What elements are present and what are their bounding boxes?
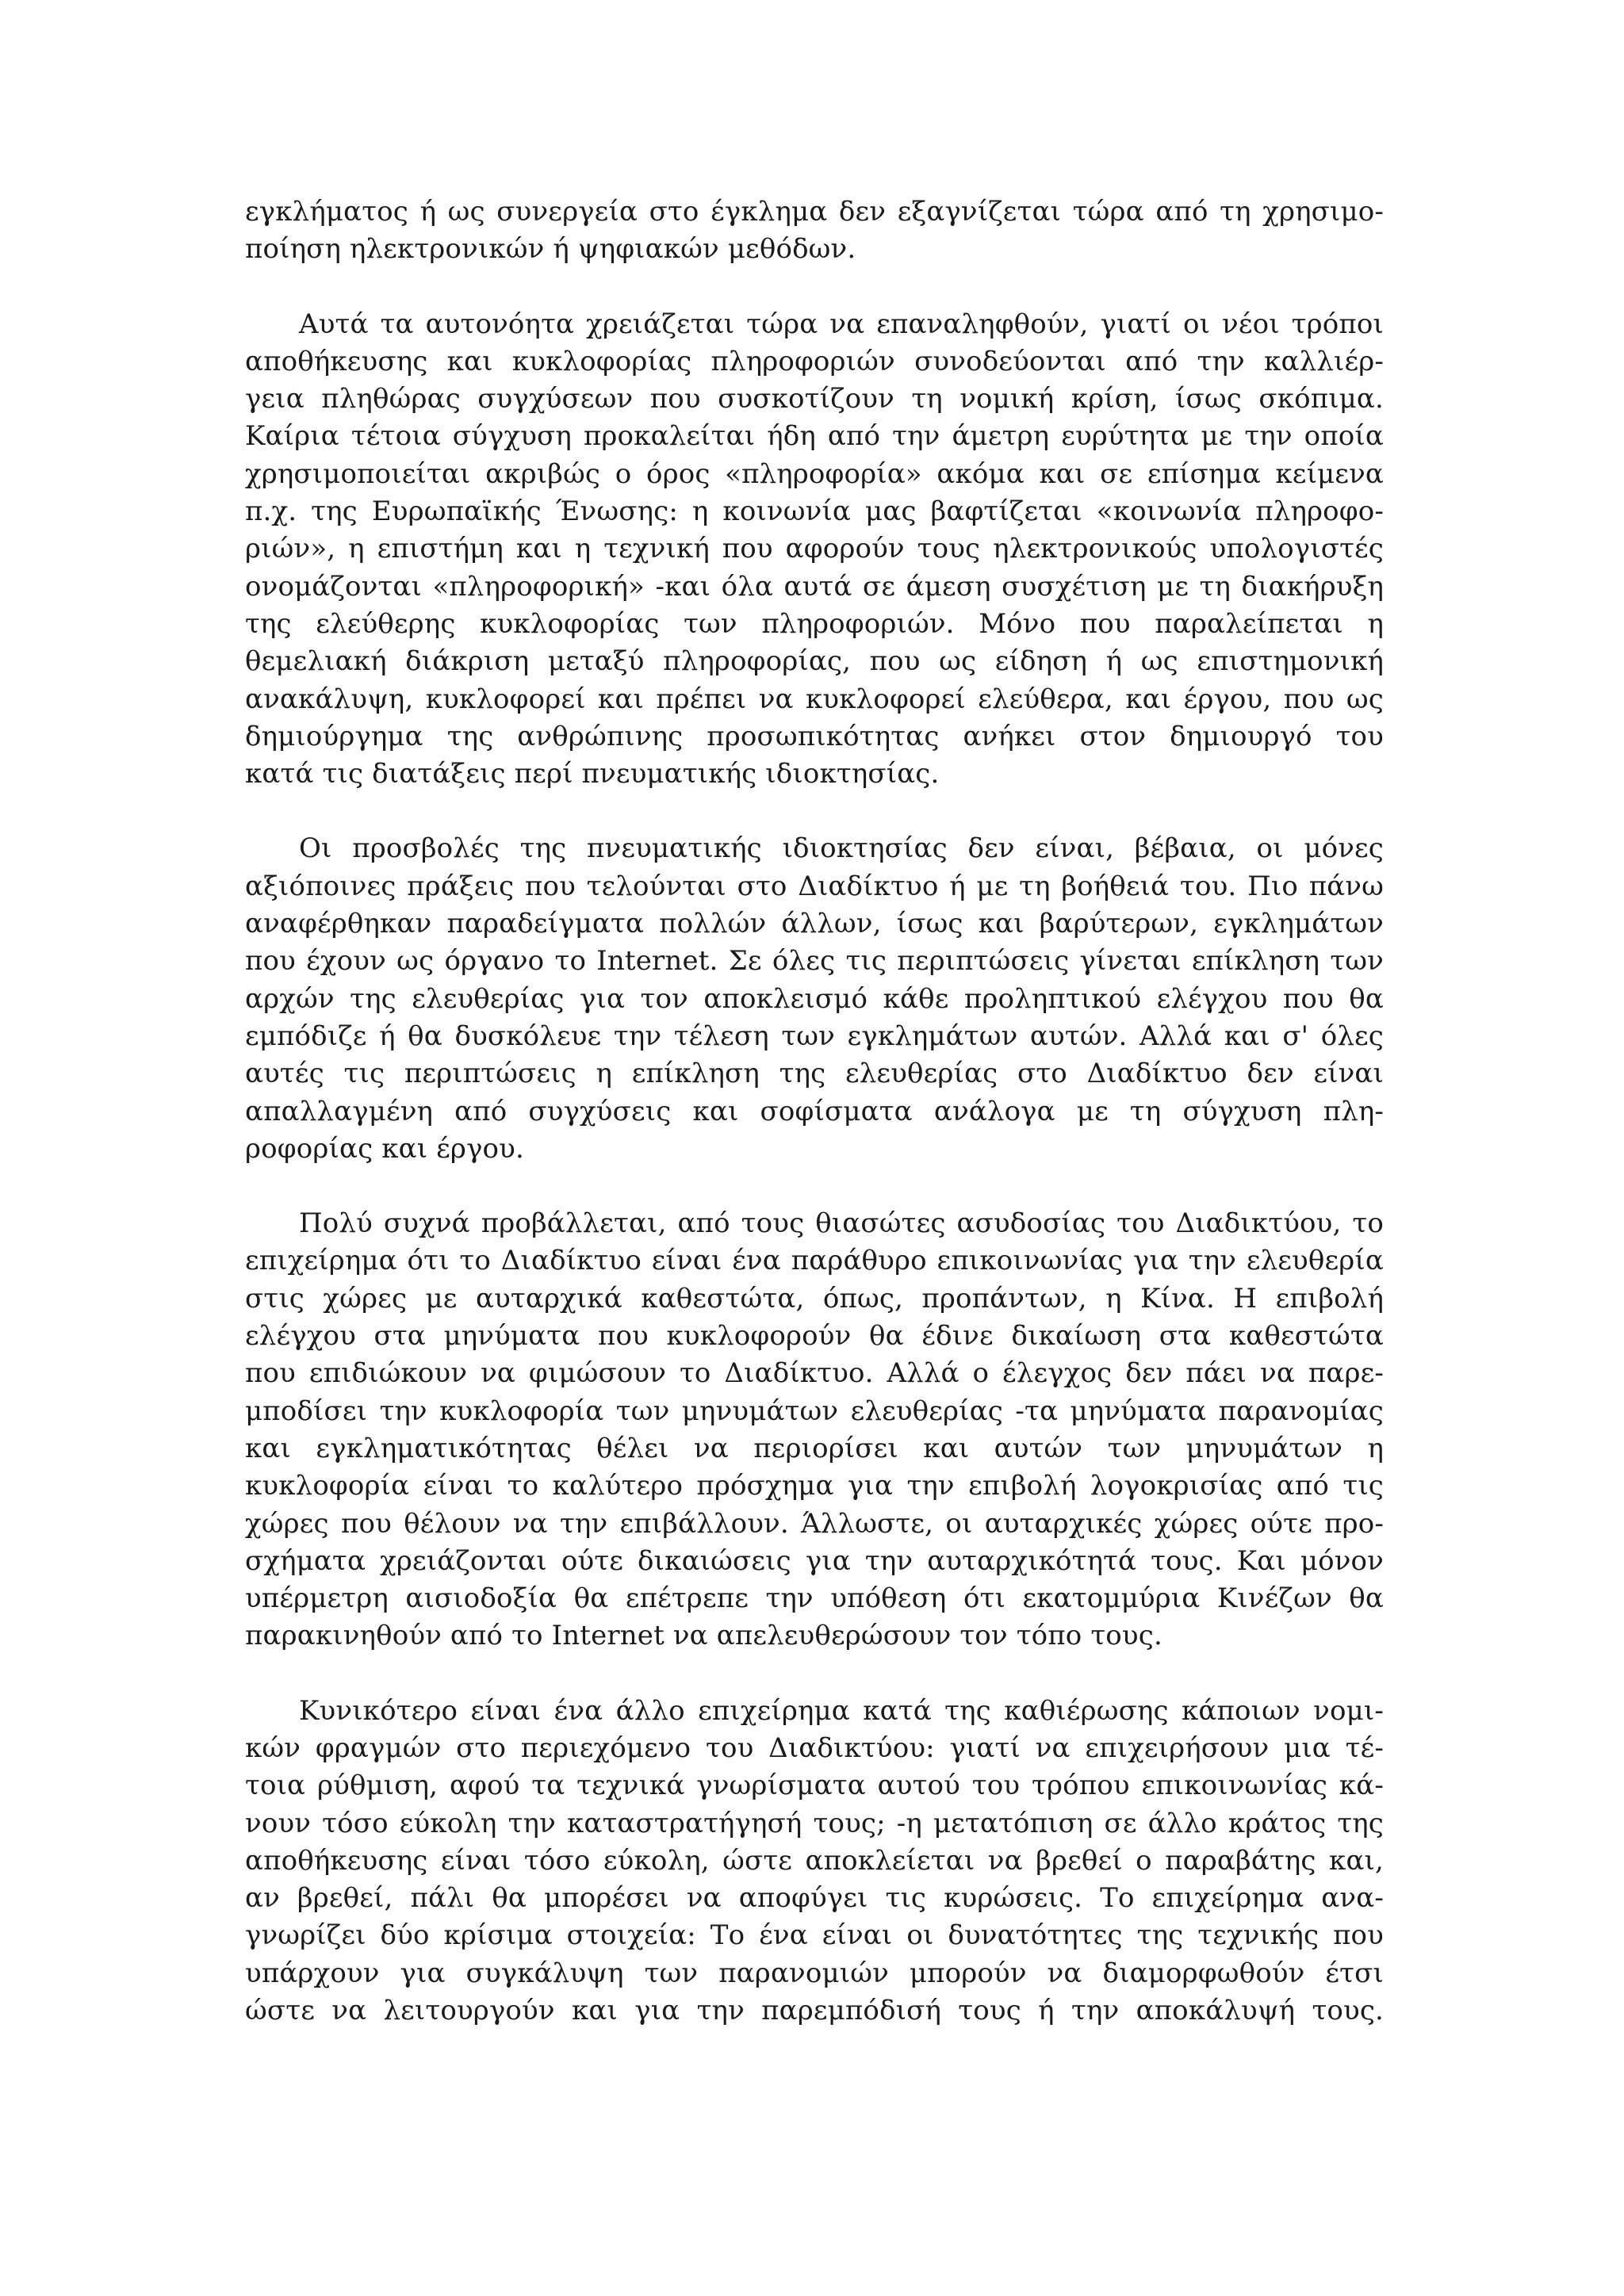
text-line: επιχείρημα ότι το Διαδίκτυο είναι ένα παράθυρο επικοινωνίας για την ελευθερία: [245, 1245, 1384, 1277]
text-line: αξιόποινες πράξεις που τελούνται στο Διαδίκτυο ή με τη βοήθειά του. Πιο πάνω: [245, 870, 1384, 902]
text-line: κών φραγμών στο περιεχόμενο του Διαδικτύου: γιατί να επιχειρήσουν μια τέ-: [245, 1732, 1384, 1764]
text-line: ποίηση ηλεκτρονικών ή ψηφιακών μεθόδων.: [245, 233, 856, 266]
text-line: ώστε να λειτουργούν και για την παρεμπόδισή τους ή την αποκάλυψή τους.: [245, 1995, 1384, 2027]
text-line: απαλλαγμένη από συγχύσεις και σοφίσματα ανάλογα με τη σύγχυση πλη-: [245, 1095, 1384, 1127]
text-line: π.χ. της Ευρωπαϊκής Ένωσης: η κοινωνία μας βαφτίζεται «κοινωνία πληροφο-: [245, 496, 1384, 528]
text-line: θεμελιακή διάκριση μεταξύ πληροφορίας, που ως είδηση ή ως επιστημονική: [245, 645, 1384, 678]
text-line: νουν τόσο εύκολη την καταστρατήγησή τους; -η μετατόπιση σε άλλο κράτος της: [245, 1807, 1384, 1839]
text-line: παρακινηθούν από το Internet να απελευθερώσουν τον τόπο τους.: [245, 1620, 1162, 1652]
text-line: στις χώρες με αυταρχικά καθεστώτα, όπως, προπάντων, η Κίνα. Η επιβολή: [245, 1282, 1384, 1314]
text-line: Κυνικότερο είναι ένα άλλο επιχείρημα κατά της καθιέρωσης κάποιων νομι-: [299, 1694, 1384, 1727]
text-line: Πολύ συχνά προβάλλεται, από τους θιασώτες ασυδοσίας του Διαδικτύου, το: [299, 1207, 1384, 1240]
text-line: ελέγχου στα μηνύματα που κυκλοφορούν θα έδινε δικαίωση στα καθεστώτα: [245, 1320, 1384, 1353]
text-line: εγκλήματος ή ως συνεργεία στο έγκλημα δεν εξαγνίζεται τώρα από τη χρησιμο-: [245, 196, 1384, 228]
text-line: εμπόδιζε ή θα δυσκόλευε την τέλεση των εγκλημάτων αυτών. Αλλά και σ' όλες: [245, 1020, 1384, 1052]
text-line: Καίρια τέτοια σύγχυση προκαλείται ήδη από την άμετρη ευρύτητα με την οποία: [245, 420, 1384, 453]
text-line: τοια ρύθμιση, αφού τα τεχνικά γνωρίσματα αυτού του τρόπου επικοινωνίας κά-: [245, 1770, 1384, 1802]
text-line: μποδίσει την κυκλοφορία των μηνυμάτων ελευθερίας -τα μηνύματα παρανομίας: [245, 1395, 1384, 1427]
text-line: αναφέρθηκαν παραδείγματα πολλών άλλων, ίσως και βαρύτερων, εγκλημάτων: [245, 908, 1384, 940]
text-line: γεια πληθώρας συγχύσεων που συσκοτίζουν τη νομική κρίση, ίσως σκόπιμα.: [245, 383, 1384, 415]
text-line: κατά τις διατάξεις περί πνευματικής ιδιοκτησίας.: [245, 758, 940, 790]
paragraph: [245, 1205, 1384, 1655]
text-line: ανακάλυψη, κυκλοφορεί και πρέπει να κυκλοφορεί ελεύθερα, και έργου, που ως: [245, 683, 1384, 715]
text-line: αυτές τις περιπτώσεις η επίκληση της ελευθερίας στο Διαδίκτυο δεν είναι: [245, 1058, 1384, 1090]
paragraph: [245, 306, 1384, 794]
text-line: ροφορίας και έργου.: [245, 1132, 524, 1165]
paragraph: [245, 830, 1384, 1168]
text-line: δημιούργημα της ανθρώπινης προσωπικότητας ανήκει στον δημιουργό του: [245, 720, 1384, 752]
text-line: γνωρίζει δύο κρίσιμα στοιχεία: Το ένα είναι οι δυνατότητες της τεχνικής που: [245, 1919, 1384, 1952]
text-line: ονομάζονται «πληροφορική» -και όλα αυτά σε άμεση συσχέτιση με τη διακήρυξη: [245, 570, 1384, 603]
text-line: χώρες που θέλουν να την επιβάλλουν. Άλλωστε, οι αυταρχικές χώρες ούτε προ-: [245, 1507, 1384, 1540]
text-line: αποθήκευσης είναι τόσο εύκολη, ώστε αποκλείεται να βρεθεί ο παραβάτης και,: [245, 1844, 1384, 1877]
text-line: αποθήκευσης και κυκλοφορίας πληροφοριών συνοδεύονται από την καλλιέρ-: [245, 345, 1384, 377]
document-page: [245, 193, 1384, 2067]
text-line: σχήματα χρειάζονται ούτε δικαιώσεις για την αυταρχικότητά τους. Και μόνον: [245, 1544, 1384, 1577]
text-line: Αυτά τα αυτονόητα χρειάζεται τώρα να επαναληφθούν, γιατί οι νέοι τρόποι: [299, 308, 1384, 340]
text-line: αρχών της ελευθερίας για τον αποκλεισμό κάθε προληπτικού ελέγχου που θα: [245, 982, 1384, 1015]
text-line: ριών», η επιστήμη και η τεχνική που αφορούν τους ηλεκτρονικούς υπολογιστές: [245, 533, 1384, 565]
paragraph: [245, 1693, 1384, 2030]
text-line: που επιδιώκουν να φιμώσουν το Διαδίκτυο. Αλλά ο έλεγχος δεν πάει να παρε-: [245, 1357, 1384, 1390]
text-line: χρησιμοποιείται ακριβώς ο όρος «πληροφορία» ακόμα και σε επίσημα κείμενα: [245, 457, 1384, 490]
text-line: κυκλοφορία είναι το καλύτερο πρόσχημα για την επιβολή λογοκρισίας από τις: [245, 1470, 1384, 1502]
text-line: αν βρεθεί, πάλι θα μπορέσει να αποφύγει τις κυρώσεις. Το επιχείρημα ανα-: [245, 1882, 1384, 1915]
text-line: που έχουν ως όργανο το Internet. Σε όλες τις περιπτώσεις γίνεται επίκληση των: [245, 945, 1384, 978]
text-line: και εγκληματικότητας θέλει να περιορίσει και αυτών των μηνυμάτων η: [245, 1432, 1384, 1464]
text-line: Οι προσβολές της πνευματικής ιδιοκτησίας δεν είναι, βέβαια, οι μόνες: [299, 832, 1384, 865]
paragraph: [245, 193, 1384, 269]
text-line: υπέρμετρη αισιοδοξία θα επέτρεπε την υπόθεση ότι εκατομμύρια Κινέζων θα: [245, 1582, 1384, 1615]
text-line: υπάρχουν για συγκάλυψη των παρανομιών μπορούν να διαμορφωθούν έτσι: [245, 1957, 1384, 1989]
text-line: της ελεύθερης κυκλοφορίας των πληροφοριών. Μόνο που παραλείπεται η: [245, 607, 1384, 640]
